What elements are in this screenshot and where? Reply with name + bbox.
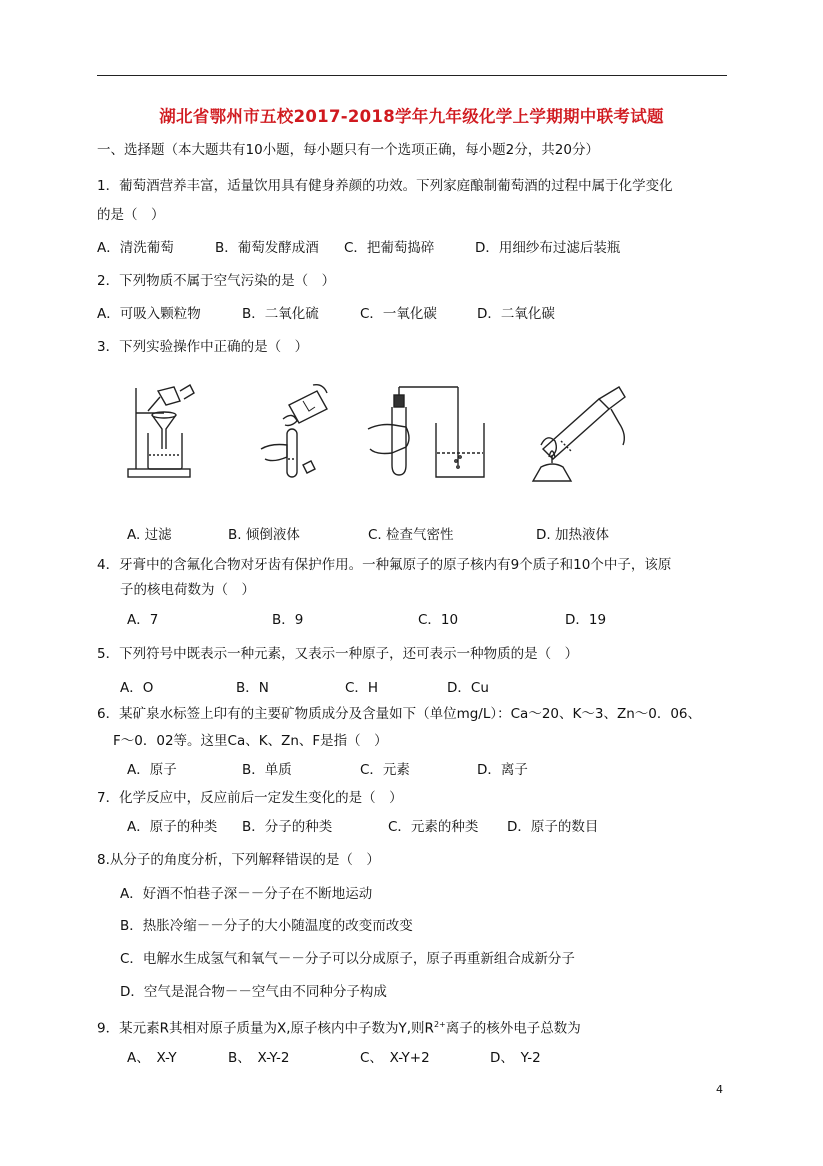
q8-option-d: D．空气是混合物－－空气由不同种分子构成 <box>120 984 387 1000</box>
q6-option-c: C．元素 <box>360 762 410 778</box>
q1-option-d: D．用细纱布过滤后装瓶 <box>475 240 621 256</box>
q3-option-c: C. 检查气密性 <box>368 527 454 543</box>
q1-option-b: B．葡萄发酵成酒 <box>215 240 319 256</box>
ion-charge-superscript: 2+ <box>433 1020 446 1029</box>
q4-option-c: C．10 <box>418 612 459 628</box>
pouring-liquid-figure <box>253 379 335 481</box>
q8-option-b: B．热胀冷缩－－分子的大小随温度的改变而改变 <box>120 918 413 934</box>
q4-option-b: B．9 <box>272 612 304 628</box>
q6-option-a: A．原子 <box>127 762 177 778</box>
q9-option-b: B、 X-Y-2 <box>228 1050 290 1066</box>
q5-option-d: D．Cu <box>447 680 489 696</box>
question-9-text <box>97 1016 581 1038</box>
question-7-text: 7．化学反应中，反应前后一定发生变化的是（ ） <box>97 790 403 806</box>
q5-option-b: B．N <box>236 680 269 696</box>
q1-option-a: A．清洗葡萄 <box>97 240 174 256</box>
q7-option-d: D．原子的数目 <box>507 819 599 835</box>
q9-option-a: A、 X-Y <box>127 1050 177 1066</box>
q2-option-d: D．二氧化碳 <box>477 306 555 322</box>
q2-option-b: B．二氧化硫 <box>242 306 319 322</box>
filtration-apparatus-figure <box>122 383 202 481</box>
q7-option-a: A．原子的种类 <box>127 819 218 835</box>
question-4-text-cont: 子的核电荷数为（ ） <box>120 582 255 598</box>
airtightness-check-figure <box>366 383 494 483</box>
question-8-text: 8.从分子的角度分析，下列解释错误的是（ ） <box>97 852 380 868</box>
question-2-text: 2．下列物质不属于空气污染的是（ ） <box>97 273 336 289</box>
q2-option-c: C．一氧化碳 <box>360 306 437 322</box>
question-5-text: 5．下列符号中既表示一种元素，又表示一种原子，还可表示一种物质的是（ ） <box>97 646 579 662</box>
question-9-text-part1: 9．某元素R其相对原子质量为X,原子核内中子数为Y,则R <box>97 1020 434 1037</box>
page-number: 4 <box>716 1083 723 1096</box>
q9-option-d: D、 Y-2 <box>490 1050 541 1066</box>
question-6-text-cont: F～0．02等。这里Ca、K、Zn、F是指（ ） <box>113 733 388 749</box>
q6-option-b: B．单质 <box>242 762 292 778</box>
q2-option-a: A．可吸入颗粒物 <box>97 306 201 322</box>
question-9-text-part2: 离子的核外电子总数为 <box>445 1020 581 1037</box>
q5-option-c: C．H <box>345 680 379 696</box>
header-rule <box>97 75 727 76</box>
page-title: 湖北省鄂州市五校2017-2018学年九年级化学上学期期中联考试题 <box>159 107 664 126</box>
q3-option-a: A. 过滤 <box>127 527 172 543</box>
q7-option-b: B．分子的种类 <box>242 819 333 835</box>
q5-option-a: A．O <box>120 680 154 696</box>
q6-option-d: D．离子 <box>477 762 528 778</box>
question-1-text: 1．葡萄酒营养丰富，适量饮用具有健身养颜的功效。下列家庭酿制葡萄酒的过程中属于化学变化 <box>97 178 673 194</box>
question-6-text: 6．某矿泉水标签上印有的主要矿物质成分及含量如下（单位mg/L）：Ca～20、K～3、Zn～0．06、 <box>97 706 702 722</box>
q4-option-a: A．7 <box>127 612 159 628</box>
question-3-text: 3．下列实验操作中正确的是（ ） <box>97 339 309 355</box>
q3-option-b: B. 倾倒液体 <box>228 527 300 543</box>
q4-option-d: D．19 <box>565 612 607 628</box>
question-4-text: 4．牙膏中的含氟化合物对牙齿有保护作用。一种氟原子的原子核内有9个质子和10个中子，该原 <box>97 557 672 573</box>
heating-liquid-figure <box>527 385 637 485</box>
section-heading: 一、选择题（本大题共有10小题，每小题只有一个选项正确，每小题2分，共20分） <box>97 142 599 158</box>
q1-option-c: C．把葡萄捣碎 <box>344 240 435 256</box>
q3-option-d: D. 加热液体 <box>536 527 609 543</box>
q9-option-c: C、 X-Y+2 <box>360 1050 430 1066</box>
q7-option-c: C．元素的种类 <box>388 819 479 835</box>
q8-option-a: A．好酒不怕巷子深－－分子在不断地运动 <box>120 886 373 902</box>
q8-option-c: C．电解水生成氢气和氧气－－分子可以分成原子，原子再重新组合成新分子 <box>120 951 575 967</box>
question-1-text-cont: 的是（ ） <box>97 207 165 223</box>
